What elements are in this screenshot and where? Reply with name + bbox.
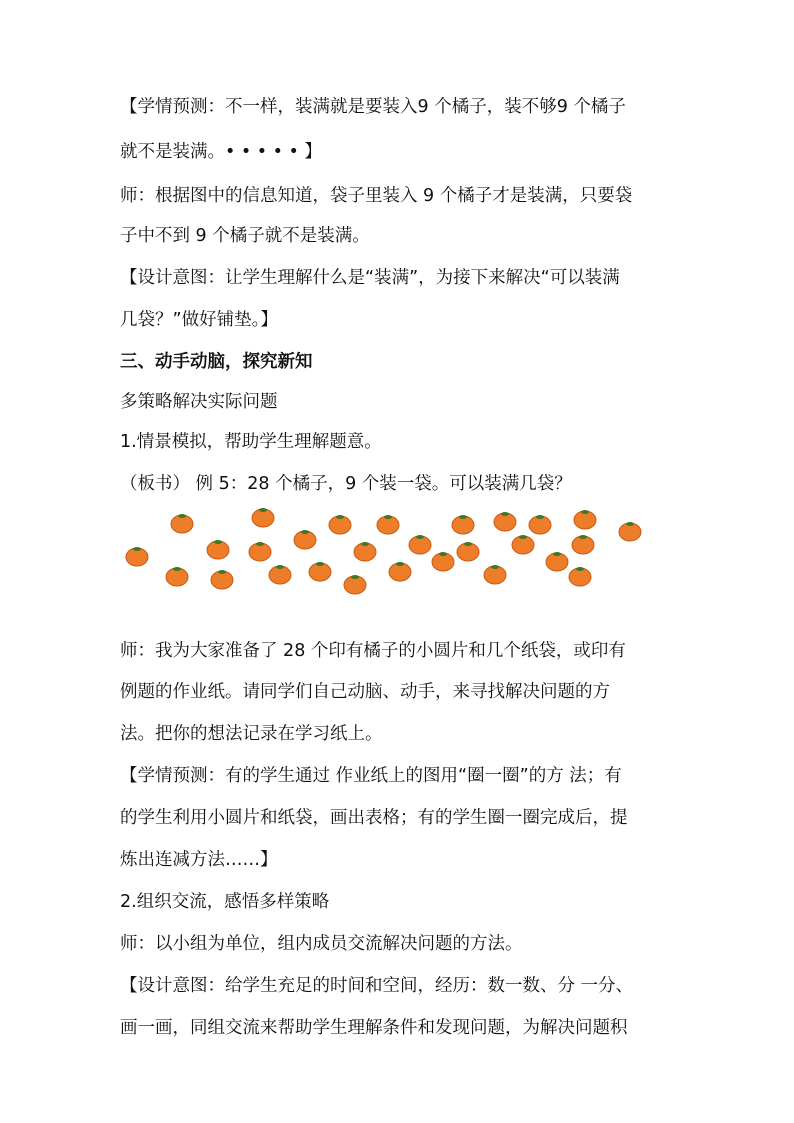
orange-icon	[569, 567, 591, 586]
orange-icon	[207, 540, 229, 559]
text-line-4: 子中不到 9 个橘子就不是装满。	[120, 226, 370, 246]
orange-icon	[269, 565, 291, 584]
orange-icon	[484, 565, 506, 584]
orange-icon	[166, 567, 188, 586]
text-line-16: 炼出连减方法……】	[120, 850, 278, 870]
board-example: （板书） 例 5：28 个橘子，9 个装一袋。可以装满几袋？	[120, 474, 572, 494]
text-line-12: 例题的作业纸。请同学们自己动脑、动手，来寻找解决问题的方	[120, 682, 610, 702]
section-heading: 三、动手动脑，探究新知	[120, 352, 313, 372]
orange-icon	[432, 552, 454, 571]
orange-icon	[329, 515, 351, 534]
orange-icon	[294, 530, 316, 549]
orange-icon	[572, 535, 594, 554]
orange-icon	[529, 515, 551, 534]
text-line-19: 【设计意图：给学生充足的时间和空间，经历：数一数、分 一分、	[120, 976, 634, 996]
orange-icon	[452, 515, 474, 534]
orange-icon	[211, 570, 233, 589]
text-line-18: 师：以小组为单位，组内成员交流解决问题的方法。	[120, 934, 523, 954]
orange-icon	[409, 535, 431, 554]
text-line-3: 师：根据图中的信息知道，袋子里装入 9 个橘子才是装满，只要袋	[120, 186, 633, 206]
orange-icon	[377, 515, 399, 534]
text-line-17: 2.组织交流，感悟多样策略	[120, 892, 330, 912]
orange-icon	[389, 562, 411, 581]
orange-icon	[354, 542, 376, 561]
text-line-2: 就不是装满。• • • • • 】	[120, 142, 322, 162]
orange-icon	[546, 552, 568, 571]
text-line-15: 的学生利用小圆片和纸袋，画出表格；有的学生圈一圈完成后，提	[120, 808, 628, 828]
orange-icon	[249, 542, 271, 561]
orange-icon	[512, 535, 534, 554]
text-line-20: 画一画，同组交流来帮助学生理解条件和发现问题，为解决问题积	[120, 1018, 628, 1038]
text-line-8: 多策略解决实际问题	[120, 392, 278, 412]
text-line-1: 【学情预测：不一样，装满就是要装入9 个橘子，装不够9 个橘子	[120, 97, 626, 117]
orange-icon	[494, 512, 516, 531]
orange-icon	[344, 575, 366, 594]
orange-icon	[252, 508, 274, 527]
orange-icon	[171, 514, 193, 533]
text-line-6: 几袋？”做好铺垫。】	[120, 310, 278, 330]
text-line-13: 法。把你的想法记录在学习纸上。	[120, 724, 383, 744]
text-line-9: 1.情景模拟，帮助学生理解题意。	[120, 432, 382, 452]
orange-icon	[619, 522, 641, 541]
orange-icon	[126, 547, 148, 566]
text-line-5: 【设计意图：让学生理解什么是“装满”，为接下来解决“可以装满	[120, 268, 620, 288]
text-line-14: 【学情预测：有的学生通过 作业纸上的图用“圈一圈”的方 法；有	[120, 766, 622, 786]
orange-icon	[309, 562, 331, 581]
oranges-illustration	[120, 500, 660, 600]
text-line-11: 师：我为大家准备了 28 个印有橘子的小圆片和几个纸袋，或印有	[120, 641, 626, 661]
orange-icon	[457, 542, 479, 561]
orange-icon	[574, 510, 596, 529]
